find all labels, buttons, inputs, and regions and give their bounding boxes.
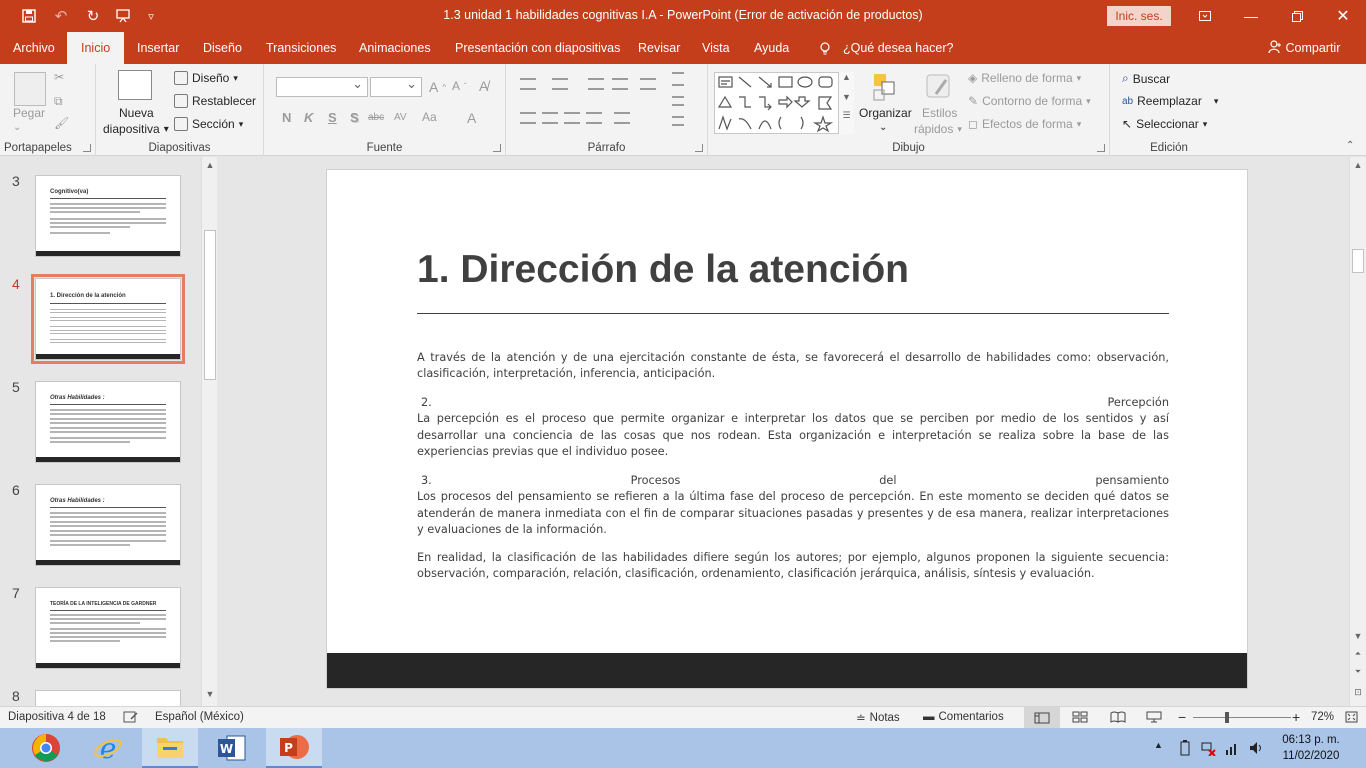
taskbar-clock[interactable] (1276, 732, 1346, 764)
slideshow-view-button[interactable] (1146, 711, 1162, 723)
shrink-font-icon[interactable]: A ˇ (452, 79, 467, 93)
slides-group-label: Diapositivas (148, 142, 211, 154)
shape-fill-button[interactable] (968, 71, 1081, 85)
thumb-title: Otras Habilidades : (50, 498, 105, 504)
slide-thumbnail-4[interactable] (35, 278, 181, 360)
chevron-down-icon: ▾ (163, 123, 169, 135)
thumbnail-scroll-thumb[interactable] (204, 230, 216, 380)
thumb-text-line (50, 632, 166, 634)
thumb-text-line (50, 203, 166, 205)
quick-styles-label-2[interactable] (914, 122, 962, 136)
slide-thumbnail-5[interactable] (35, 381, 181, 463)
thumb-text-line (50, 636, 166, 638)
person-icon (1268, 41, 1285, 55)
effects-icon: ◻ (968, 117, 978, 131)
language-indicator[interactable]: Español (México) (155, 711, 244, 723)
thumb-text-line (50, 534, 166, 536)
magnifier-icon: ⌕ (1122, 71, 1129, 85)
section-button[interactable] (174, 117, 243, 131)
find-label: Buscar (1132, 71, 1171, 86)
thumb-rule (50, 303, 166, 304)
thumb-rule (50, 507, 166, 508)
thumb-text-line (50, 628, 166, 630)
thumb-text-line (50, 540, 166, 542)
thumb-title: 1. Dirección de la atención (50, 293, 126, 299)
normal-view-button[interactable] (1024, 707, 1060, 728)
slide-counter: Diapositiva 4 de 18 (8, 711, 106, 723)
chrome-icon[interactable] (18, 728, 74, 768)
thumb-text-line (50, 622, 140, 624)
thumb-text-line (50, 413, 166, 415)
tab-vista[interactable]: Vista (702, 41, 730, 55)
item-3-text: Los procesos del pensamiento se refieren a la última fase del proceso de percepción. En este momento se deciden qué datos se atenderán de manera inmediata con el fin de comparar situaciones pasadas y presentes y de esa manera, realizar interpretaciones y evaluaciones de la información. (417, 490, 1169, 536)
copy-icon[interactable]: ⧉ (54, 94, 63, 108)
more-shapes-icon[interactable]: ☰ (842, 110, 851, 120)
thumb-title: Otras Habilidades : (50, 395, 105, 401)
chevron-down-icon[interactable]: ⌄ (879, 122, 888, 133)
thumb-text-line (50, 418, 166, 420)
slide-title[interactable]: 1. Dirección de la atención (417, 248, 909, 291)
thumb-text-line (50, 218, 166, 220)
paragraph-group-label: Párrafo (587, 142, 626, 154)
comments-button[interactable] (923, 711, 1004, 723)
notes-icon: ≐ (856, 713, 866, 725)
scroll-up-icon[interactable]: ▲ (1353, 160, 1363, 170)
chevron-down-icon: ▾ (1086, 95, 1091, 106)
thumb-number: 5 (12, 379, 20, 395)
chevron-down-icon: ▾ (1213, 95, 1219, 106)
char-spacing-button[interactable]: AV (394, 112, 407, 123)
thumb-text-line (50, 211, 140, 213)
chevron-down-icon: ▾ (1076, 118, 1082, 129)
thumb-footer-bar (36, 251, 180, 256)
title-bar (0, 0, 1366, 32)
thumb-text-line (50, 207, 166, 209)
font-group-label: Fuente (366, 142, 403, 154)
tab-presentacion[interactable]: Presentación con diapositivas (455, 41, 621, 55)
group-drawing (708, 64, 1110, 156)
zoom-level[interactable]: 72% (1311, 711, 1335, 723)
font-name-combo[interactable] (276, 77, 368, 97)
scroll-up-icon[interactable]: ▲ (205, 160, 215, 170)
align-center-icon[interactable] (542, 112, 558, 124)
new-slide-icon[interactable] (118, 70, 152, 100)
paint-bucket-icon: ◈ (968, 71, 978, 85)
group-font (264, 64, 506, 156)
redo-icon[interactable]: ↻ (86, 8, 100, 25)
next-slide-icon[interactable]: ⏷ (1354, 667, 1362, 676)
thumb-title: Cognitivo(va) (50, 189, 89, 195)
thumb-text-line (50, 342, 166, 343)
paste-button[interactable]: Pegar (13, 106, 46, 120)
fit-to-window-icon[interactable] (1345, 711, 1358, 723)
cut-icon[interactable]: ✂ (54, 70, 65, 84)
file-explorer-icon[interactable] (142, 728, 198, 768)
thumb-number: 6 (12, 482, 20, 498)
chevron-up-icon[interactable]: ▲ (842, 72, 851, 82)
thumb-text-line (50, 317, 166, 318)
font-color-button[interactable]: A (467, 110, 477, 126)
svg-text:P: P (284, 741, 293, 755)
volume-icon[interactable] (1248, 740, 1264, 759)
editing-group-label: Edición (1150, 142, 1188, 154)
clipboard-launcher-icon[interactable] (83, 144, 91, 152)
paragraph-launcher-icon[interactable] (695, 144, 703, 152)
thumb-footer-bar (36, 457, 180, 462)
paste-icon[interactable] (14, 72, 46, 106)
sign-in-button[interactable]: Inic. ses. (1107, 6, 1171, 26)
quick-styles-button[interactable]: Estilos (922, 106, 958, 120)
item-3-heading-2: del (879, 474, 897, 487)
quick-styles-label-text: rápidos (914, 122, 954, 136)
align-text-icon[interactable] (672, 96, 684, 106)
shapes-scroll[interactable] (838, 72, 854, 134)
slide-footer-bar (327, 653, 1247, 688)
arrange-button[interactable]: Organizar (859, 106, 912, 120)
zoom-slider-thumb[interactable] (1225, 712, 1229, 723)
thumb-text-line (50, 521, 166, 523)
slide-closing-paragraph[interactable]: En realidad, la clasificación de las habilidades difiere según los autores; por ejemplo, algunos proponen la siguiente secuencia: observación, comparación, relación, clasificación, ordenamiento, clasificación jerárquica, análisis, síntesis y evaluación. (417, 551, 1169, 581)
font-size-combo[interactable] (370, 77, 422, 97)
slide-thumbnail-8[interactable] (35, 690, 181, 706)
shape-effects-button[interactable] (968, 117, 1081, 131)
thumb-text-line (50, 232, 110, 234)
current-slide[interactable] (327, 170, 1247, 688)
battery-icon[interactable] (1180, 740, 1190, 759)
arrange-icon[interactable] (868, 72, 900, 102)
thumb-text-line (50, 530, 166, 532)
zoom-slider-track[interactable] (1193, 717, 1291, 718)
thumb-footer-bar (36, 663, 180, 668)
item-3-heading-3: pensamiento (1095, 474, 1169, 487)
clock-date: 11/02/2020 (1282, 750, 1340, 762)
thumb-number: 3 (12, 173, 20, 189)
layout-icon (174, 71, 188, 85)
status-bar (0, 706, 1366, 728)
paste-dropdown-icon[interactable]: ⌄ (13, 122, 22, 133)
section-label: Sección (192, 117, 235, 131)
thumb-text-line (50, 431, 166, 433)
ribbon-tabs (0, 32, 1366, 64)
columns-icon[interactable] (614, 112, 630, 124)
thumb-text-line (50, 516, 166, 518)
tab-insertar[interactable]: Insertar (137, 41, 180, 55)
group-paragraph (506, 64, 708, 156)
undo-icon[interactable]: ↶ (54, 8, 68, 25)
reset-label: Restablecer (192, 94, 257, 108)
slide-item-3[interactable] (417, 473, 1169, 538)
group-slides (96, 64, 264, 156)
thumb-text-line (50, 544, 130, 546)
notes-label: Notas (869, 712, 900, 724)
new-slide-label-text: diapositiva (103, 122, 160, 136)
replace-icon: ab (1122, 95, 1134, 107)
slide-scrollbar[interactable] (1349, 157, 1366, 706)
spellcheck-icon[interactable] (123, 711, 139, 723)
clear-format-icon[interactable]: A̸ (479, 78, 489, 94)
italic-button[interactable]: K (304, 110, 314, 125)
shapes-gallery[interactable] (714, 72, 854, 134)
shape-outline-button[interactable] (968, 94, 1091, 108)
layout-button[interactable] (174, 71, 238, 85)
chevron-down-icon: ▾ (1202, 118, 1208, 129)
tab-revisar[interactable]: Revisar (638, 41, 681, 55)
show-hidden-icons[interactable]: ▲ (1154, 740, 1163, 750)
tab-archivo[interactable]: Archivo (13, 41, 55, 55)
replace-label: Reemplazar (1137, 94, 1202, 108)
item-3-heading-line (417, 473, 1169, 489)
slide-item-2[interactable] (417, 395, 1169, 460)
share-label: Compartir (1285, 41, 1341, 55)
slide-sorter-view-button[interactable] (1072, 711, 1088, 723)
align-left-icon[interactable] (520, 112, 536, 124)
chevron-down-icon: ▾ (1076, 72, 1082, 83)
thumb-text-line (50, 441, 130, 443)
customize-toolbar-icon[interactable]: ▿ (148, 10, 154, 23)
clock-time: 06:13 p. m. (1282, 734, 1340, 746)
shape-effects-label: Efectos de forma (981, 117, 1073, 131)
chevron-down-icon: ▾ (233, 72, 238, 83)
thumb-text-line (50, 640, 120, 642)
section-icon (174, 117, 188, 131)
restore-icon[interactable] (1274, 0, 1320, 32)
layout-label: Diseño (192, 71, 230, 85)
thumb-title: TEORÍA DE LA INTELIGENCIA DE GARDNER (50, 601, 157, 607)
chevron-down-icon[interactable]: ▼ (842, 92, 851, 102)
thumb-text-line (50, 525, 166, 527)
find-button[interactable] (1122, 71, 1170, 86)
network-disconnected-icon[interactable] (1200, 740, 1216, 759)
internet-explorer-icon[interactable] (80, 728, 136, 768)
reset-button[interactable] (174, 94, 256, 108)
group-editing (1110, 64, 1228, 156)
share-button[interactable] (1268, 32, 1340, 64)
drawing-group-label: Dibujo (892, 142, 925, 154)
collapse-ribbon-icon[interactable]: ⌃ (1346, 140, 1355, 151)
grow-font-icon[interactable]: A ^ (429, 79, 447, 95)
thumb-footer-bar (36, 354, 180, 359)
reset-icon (174, 94, 188, 108)
window-title: 1.3 unidad 1 habilidades cognitivas I.A - PowerPoint (Error de activación de productos) (443, 8, 923, 22)
thumb-text-line (50, 222, 166, 224)
thumb-text-line (50, 309, 166, 310)
chevron-down-icon: ▾ (957, 123, 962, 134)
tell-me-search[interactable]: ¿Qué desea hacer? (843, 41, 954, 55)
start-from-beginning-icon[interactable] (110, 4, 136, 28)
font-launcher-icon[interactable] (493, 144, 501, 152)
ribbon-display-icon[interactable] (1182, 0, 1228, 32)
thumb-text-line (50, 226, 130, 228)
change-case-button[interactable]: Aa (422, 110, 437, 124)
line-spacing-icon[interactable] (640, 78, 656, 90)
group-clipboard (0, 64, 96, 156)
thumb-text-line (50, 326, 166, 327)
slide-thumbnail-3[interactable] (35, 175, 181, 257)
zoom-in-button[interactable]: + (1292, 709, 1301, 725)
ribbon (0, 64, 1366, 156)
close-icon[interactable]: ✕ (1336, 8, 1350, 25)
item-2-heading-line (417, 395, 1169, 411)
replace-button[interactable] (1122, 94, 1218, 108)
thumb-text-line (50, 333, 166, 334)
smartart-icon[interactable] (672, 116, 684, 126)
strikethrough-button[interactable]: abc (368, 112, 385, 123)
thumb-footer-bar (36, 560, 180, 565)
thumb-text-line (50, 409, 166, 411)
comment-icon: ▬ (923, 711, 935, 723)
svg-text:e: e (99, 733, 117, 763)
slide-thumbnail-pane (0, 157, 218, 706)
powerpoint-icon[interactable] (266, 728, 322, 768)
item-3-heading-1: Procesos (630, 474, 681, 487)
format-painter-icon[interactable]: 🖌 (54, 116, 70, 130)
thumb-text-line (50, 618, 166, 620)
align-right-icon[interactable] (564, 112, 580, 124)
thumb-text-line (50, 614, 166, 616)
previous-slide-icon[interactable]: ⏶ (1354, 649, 1362, 658)
tab-diseno[interactable]: Diseño (203, 41, 242, 55)
zoom-out-button[interactable]: − (1178, 709, 1187, 725)
thumbnail-scrollbar[interactable] (201, 157, 217, 706)
justify-icon[interactable] (586, 112, 602, 124)
select-button[interactable] (1122, 117, 1207, 131)
increase-indent-icon[interactable] (612, 78, 628, 90)
item-2-heading: Percepción (1107, 396, 1169, 409)
item-2-number: 2. (421, 396, 432, 409)
underline-button[interactable]: S (328, 110, 337, 125)
slide-thumbnail-7[interactable] (35, 587, 181, 669)
tab-ayuda[interactable]: Ayuda (754, 41, 790, 55)
bullets-icon[interactable] (520, 78, 536, 90)
new-slide-label-2[interactable] (103, 122, 169, 136)
thumb-text-line (50, 422, 166, 424)
svg-text:W: W (219, 742, 234, 756)
windows-taskbar (0, 728, 1366, 768)
minimize-icon[interactable]: — (1244, 8, 1258, 24)
bold-button[interactable]: N (282, 110, 292, 125)
shape-fill-label: Relleno de forma (981, 71, 1073, 85)
word-icon[interactable] (204, 728, 260, 768)
reading-view-button[interactable] (1110, 711, 1126, 723)
numbering-icon[interactable] (552, 78, 568, 90)
tab-inicio[interactable]: Inicio (67, 32, 124, 64)
pen-icon: ✎ (968, 94, 979, 108)
thumb-text-line (50, 320, 166, 321)
slide-thumbnail-6[interactable] (35, 484, 181, 566)
quick-styles-icon[interactable] (924, 72, 954, 102)
scroll-down-icon[interactable]: ▼ (1353, 631, 1363, 641)
scroll-down-icon[interactable]: ▼ (205, 689, 215, 699)
tab-animaciones[interactable]: Animaciones (359, 41, 431, 55)
thumb-rule (50, 198, 166, 199)
thumb-text-line (50, 437, 166, 439)
lightbulb-icon (817, 32, 833, 64)
shadow-button[interactable]: S (350, 110, 359, 125)
comments-label: Comentarios (938, 711, 1004, 723)
thumb-text-line (50, 339, 166, 340)
chevron-down-icon: ▾ (238, 118, 244, 129)
thumb-rule (50, 404, 166, 405)
cursor-icon: ↖ (1122, 117, 1133, 131)
thumb-rule (50, 610, 166, 611)
slide-intro-paragraph[interactable]: A través de la atención y de una ejercitación constante de ésta, se favorecerá el desarrollo de habilidades como: observación, clasificación, interpretación, inferencia, anticipación. (417, 351, 1169, 381)
thumb-text-line (50, 330, 166, 331)
item-2-text: La percepción es el proceso que permite organizar e interpretar los datos que se perciben por medio de los sentidos y así desarrollar una conciencia de las cosas que nos rodean. Esta organización e interpretación se realiza sobre la base de las experiencias previas que el individuo posee. (417, 412, 1169, 458)
shape-outline-label: Contorno de forma (982, 94, 1083, 108)
slide-title-rule (417, 313, 1169, 314)
thumb-text-line (50, 427, 166, 429)
new-slide-button[interactable]: Nueva (119, 106, 154, 120)
thumb-number: 4 (12, 276, 20, 292)
drawing-launcher-icon[interactable] (1097, 144, 1105, 152)
thumb-number: 7 (12, 585, 20, 601)
slide-scroll-thumb[interactable] (1352, 249, 1364, 273)
signal-icon[interactable] (1224, 740, 1240, 759)
thumb-number: 8 (12, 688, 20, 704)
decrease-indent-icon[interactable] (588, 78, 604, 90)
notes-button[interactable] (856, 711, 900, 725)
select-label: Seleccionar (1136, 117, 1199, 131)
clipboard-group-label: Portapapeles (4, 142, 72, 154)
tab-transiciones[interactable]: Transiciones (266, 41, 337, 55)
save-icon[interactable] (16, 4, 42, 28)
item-3-number: 3. (421, 474, 432, 487)
fit-slide-icon[interactable]: ⊡ (1354, 687, 1362, 697)
text-direction-icon[interactable] (672, 72, 684, 86)
thumb-text-line (50, 312, 166, 313)
thumb-text-line (50, 512, 166, 514)
